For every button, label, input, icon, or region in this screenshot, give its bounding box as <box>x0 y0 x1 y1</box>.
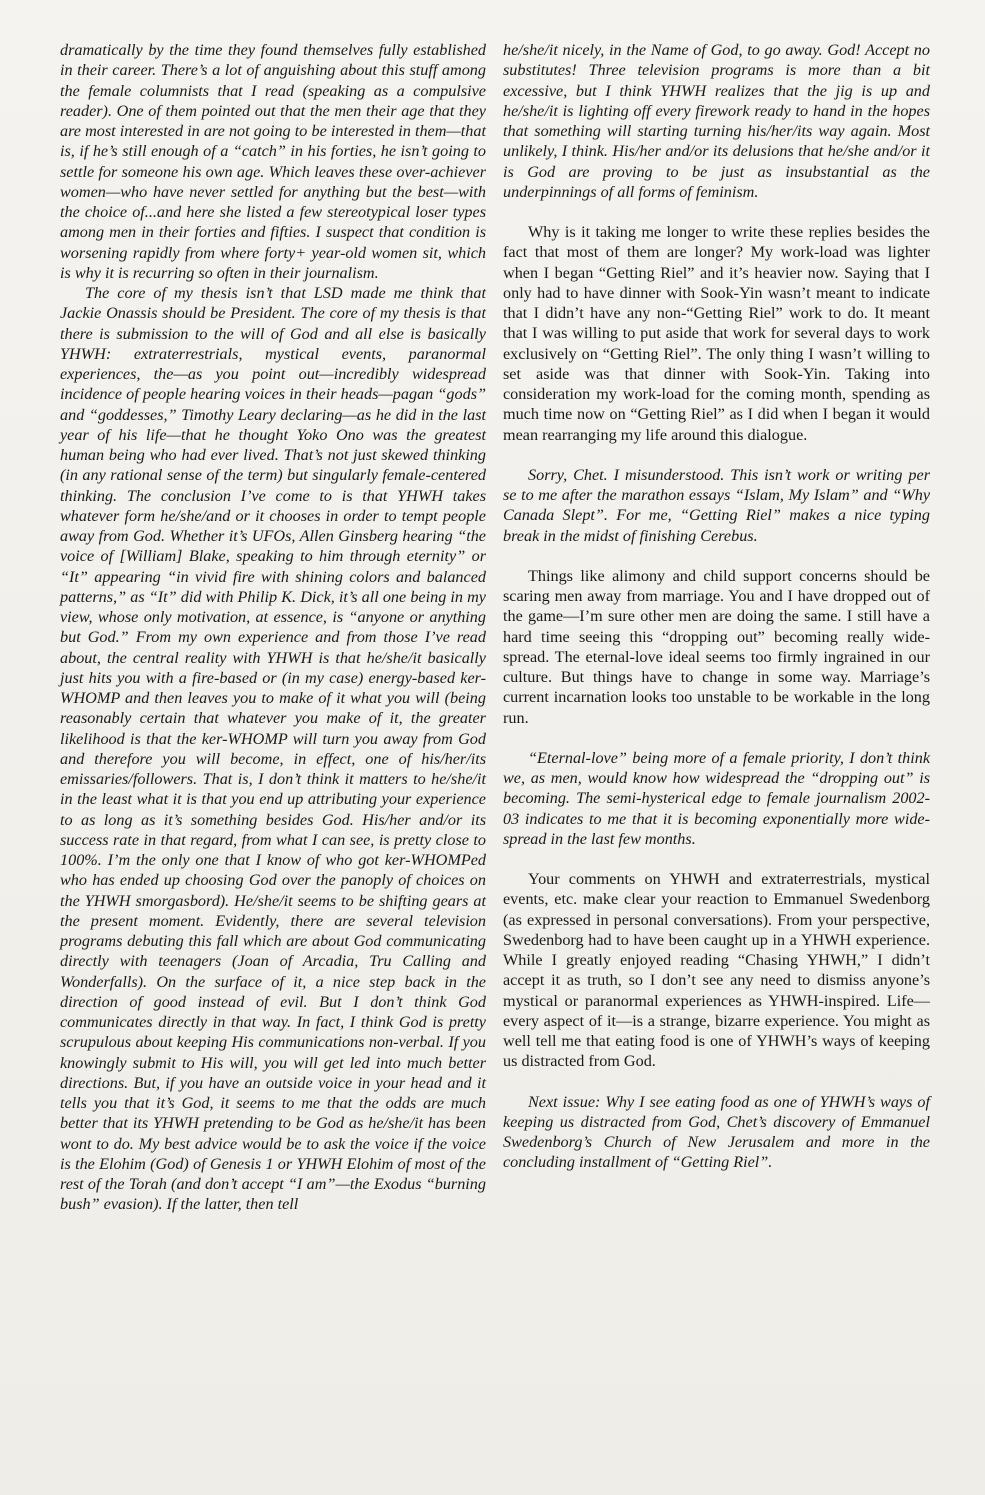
right-paragraph-2: Why is it taking me longer to write these replies besides the fact that most of them are longer? My work-load was lighter when I began “Getting Riel” and it’s heavier now. Saying that I only had to have dinner with Sook-Yin wasn’t meant to indicate that I didn’t have any non-“Getting Riel” work to do. It meant that I was willing to put aside that work for several days to work exclusively on “Getting Riel”. The only thing I wasn’t willing to set aside was that dinner with Sook-Yin. Taking into consideration my work-load for the coming month, spending as much time now on “Getting Riel” as I did when I began it would mean rearranging my life around this dialogue. <box>503 223 930 444</box>
right-paragraph-1: he/she/it nicely, in the Name of God, to go away. God! Accept no substitutes! Three television programs is more than a bit excessive, but I think YHWH realizes that the jig is up and he/she/it is lighting off every firework ready to hand in the hopes that something will starting turning his/her/its way again. Most unlikely, I think. His/her and/or its delusions that he/she and/or it is God are proving to be just as insubstantial as the underpinnings of all forms of feminism. <box>503 41 930 201</box>
right-paragraph-5: “Eternal-love” being more of a female priority, I don’t think we, as men, would know how widespread the “dropping out” is becoming. The semi-hysterical edge to female journalism 2002-03 indicates to me that it is becoming exponentially more wide-spread in the last few months. <box>503 748 930 848</box>
right-paragraph-3: Sorry, Chet. I misunderstood. This isn’t work or writing per se to me after the marathon essays “Islam, My Islam” and “Why Canada Slept”. For me, “Getting Riel” makes a nice typing break in the midst of finishing Cerebus. <box>503 465 930 545</box>
right-paragraph-6: Your comments on YHWH and extraterrestrials, mystical events, etc. make clear your reaction to Emmanuel Swedenborg (as expressed in personal conversations). From your perspective, Swedenborg had to have been caught up in a YHWH experience. While I greatly enjoyed reading “Chasing YHWH,” I didn’t accept it as truth, so I don’t see any need to dismiss anyone’s mystical or paranormal experiences as YHWH-inspired. Life—every aspect of it—is a strange, bizarre experience. You might as well tell me that eating food is one of YHWH’s ways of keeping us distracted from God. <box>503 870 930 1071</box>
left-column <box>60 40 486 1215</box>
left-paragraph-1: dramatically by the time they found themselves fully established in their career. There’s a lot of anguishing about this stuff among the female columnists that I read (speaking as a compulsive reader). One of them pointed out that the men their age that they are most interested in are not going to be interested in them—that is, if he’s still enough of a “catch” in his forties, he isn’t going to settle for someone his own age. Which leaves these over-achiever women—who have never settled for anything but the best—with the choice of...and here she listed a few stereotypical loser types among men in their forties and fifties. I suspect that condition is worsening rapidly from where forty+ year-old women sit, which is why it is recurring so often in their journalism. <box>60 41 486 282</box>
right-column <box>503 40 930 1173</box>
right-paragraph-7: Next issue: Why I see eating food as one of YHWH’s ways of keeping us distracted from God, Chet’s discovery of Emmanuel Swedenborg’s Church of New Jerusalem and more in the concluding installment of “Getting Riel”. <box>503 1092 930 1172</box>
left-paragraph-2: The core of my thesis isn’t that LSD made me think that Jackie Onassis should be President. The core of my thesis is that there is submission to the will of God and all else is basically YHWH: extraterrestrials, mystical events, paranormal experiences, the—as you point out—incredibly widespread incidence of people hearing voices in their heads—pagan “gods” and “goddesses,” Timothy Leary declaring—as he did in the last year of his life—that he thought Yoko Ono was the greatest human being who had ever lived. That’s not just skewed thinking (in any rational sense of the term) but singularly female-centered thinking. The conclusion I’ve come to is that YHWH takes whatever form he/she/and or it chooses in order to tempt people away from God. Whether it’s UFOs, Allen Ginsberg hearing “the voice of [William] Blake, speaking to him through eternity” or “It” appearing “in vivid fire with shining colors and balanced patterns,” as “It” did with Philip K. Dick, it’s all one being in my view, whose only motivation, at essence, is “anyone or anything but God.” From my own experience and from those I’ve read about, the central reality with YHWH is that he/she/it basically just hits you with a fire-based or (in my case) energy-based ker-WHOMP and then leaves you to make of it what you will (being reasonably certain that whatever you make of it, the greater likelihood is that the ker-WHOMP will turn you away from God and therefore you will become, in effect, one of his/her/its emissaries/followers. That is, I don’t think it matters to he/she/it in the least what it is that you end up attributing your experience to as long as it’s something besides God. His/her and/or its success rate in that regard, from what I can see, is pretty close to 100%. I’m the only one that I know of who got ker-WHOMPed who has ended up choosing God over the panoply of choices on the YHWH smorgasbord). He/she/it seems to be shifting gears at the present moment. Evidently, there are several television programs debuting this fall which are about God communicating directly with teenagers (Joan of Arcadia, Tru Calling and Wonderfalls). On the surface of it, a nice step back in the direction of good instead of evil. But I don’t think God communicates directly in that way. In fact, I think God is pretty scrupulous about keeping His communications non-verbal. If you knowingly submit to His will, you will get led into much better directions. But, if you have an outside voice in your head and it tells you that it’s God, it seems to me that the odds are much better that its YHWH pretending to be God as he/she/it has been wont to do. My best advice would be to ask the voice if the voice is the Elohim (God) of Genesis 1 or YHWH Elohim of most of the rest of the Torah (and don’t accept “I am”—the Exodus “burning bush” evasion). If the latter, then tell <box>60 284 486 1214</box>
right-paragraph-4: Things like alimony and child support concerns should be scaring men away from marriage. You and I have dropped out of the game—I’m sure other men are doing the same. I still have a hard time seeing this “dropping out” becoming really wide-spread. The eternal-love ideal seems too firmly ingrained in our culture. But things have to change in some way. Marriage’s current incarnation looks too unstable to be workable in the long run. <box>503 566 930 727</box>
